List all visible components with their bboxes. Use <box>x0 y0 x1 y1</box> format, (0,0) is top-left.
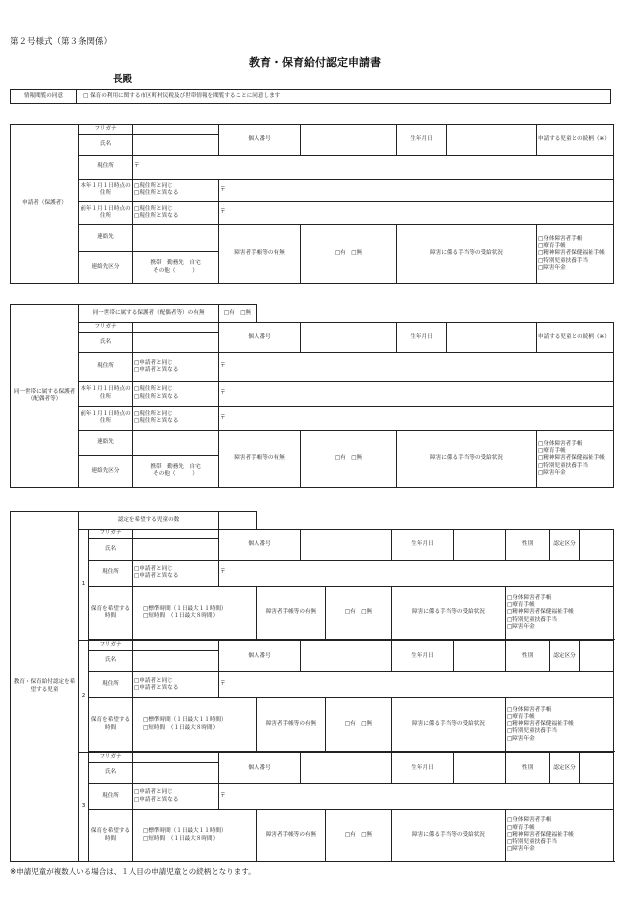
current-address-input[interactable]: 〒 <box>219 352 614 381</box>
cohabitant-exists-options[interactable]: □有 □無 <box>219 305 257 323</box>
birthdate-input[interactable] <box>454 753 506 784</box>
footnote: ※申請児童が複数人いる場合は、１人目の申請児童との続柄となります。 <box>10 867 256 876</box>
hope-time-options[interactable]: □標準時間（１日最大１１時間） □短時間 （１日最大８時間） <box>133 810 257 862</box>
cert-category-input[interactable] <box>580 753 614 784</box>
furigana-input[interactable] <box>133 641 219 650</box>
disability-status-label: 障害に係る手当等の受給状況 <box>392 586 506 640</box>
contact-input[interactable] <box>133 224 219 251</box>
page-title: 教育・保育給付認定申請書 <box>249 56 381 69</box>
hope-time-options[interactable]: □標準時間（１日最大１１時間） □短時間 （１日最大８時間） <box>133 586 257 640</box>
furigana-label: フリガナ <box>89 529 133 538</box>
current-address-input[interactable]: 〒 <box>219 672 614 698</box>
current-address-input[interactable]: 〒 <box>219 560 614 586</box>
furigana-label: フリガナ <box>79 322 133 332</box>
disability-book-label: 障害者手帳等の有無 <box>257 698 326 752</box>
name-input[interactable] <box>133 762 219 784</box>
current-address-label: 現住所 <box>79 155 133 179</box>
contact-label: 連絡先 <box>79 224 133 251</box>
name-label: 氏名 <box>79 135 133 155</box>
name-input[interactable] <box>133 650 219 672</box>
current-address-input[interactable]: 〒 <box>219 784 614 810</box>
children-table <box>10 511 614 862</box>
birthdate-input[interactable] <box>447 125 537 156</box>
my-number-label: 個人番号 <box>219 125 301 156</box>
disability-status-label: 障害に係る手当等の受給状況 <box>397 224 537 283</box>
cert-category-label: 認定区分 <box>550 529 580 560</box>
disability-book-label: 障害者手帳等の有無 <box>257 810 326 862</box>
handbook-options[interactable]: □身体障害者手帳 □療育手帳 □精神障害者保健福祉手帳 □特別児童扶養手当 □障害年金 <box>506 698 614 752</box>
birthdate-input[interactable] <box>447 322 537 352</box>
prev-jan1-address-label: 前年１月１日時点の住所 <box>79 202 133 225</box>
current-address-options[interactable]: □申請者と同じ □申請者と異なる <box>133 352 219 381</box>
contact-type-options[interactable]: 携帯 勤務先 自宅 その他（ ） <box>133 252 219 284</box>
prev-jan1-address-options[interactable]: □現住所と同じ □現住所と異なる <box>133 202 219 225</box>
handbook-options[interactable]: □身体障害者手帳 □療育手帳 □精神障害者保健福祉手帳 □特別児童扶養手当 □障害年金 <box>537 224 614 283</box>
child-number-1: 1 <box>79 529 89 641</box>
prev-jan1-address-options[interactable]: □現住所と同じ □現住所と異なる <box>133 406 219 431</box>
my-number-input[interactable] <box>301 529 392 560</box>
cohabitant-exists-label: 同一世帯に属する保護者（配偶者等）の有無 <box>79 305 219 323</box>
my-number-input[interactable] <box>301 125 397 156</box>
name-label: 氏名 <box>89 538 133 560</box>
contact-input[interactable] <box>133 431 219 456</box>
jan1-address-label: 本年１月１日時点の住所 <box>79 381 133 406</box>
current-address-label: 現住所 <box>79 352 133 381</box>
jan1-address-input[interactable]: 〒 <box>219 381 614 406</box>
furigana-label: フリガナ <box>89 641 133 650</box>
my-number-label: 個人番号 <box>219 753 301 784</box>
gender-label: 性別 <box>506 753 550 784</box>
cert-category-input[interactable] <box>580 641 614 672</box>
child-number-3: 3 <box>79 753 89 862</box>
birthdate-label: 生年月日 <box>397 125 447 156</box>
handbook-options[interactable]: □身体障害者手帳 □療育手帳 □精神障害者保健福祉手帳 □特別児童扶養手当 □障害年金 <box>506 810 614 862</box>
current-address-label: 現住所 <box>89 784 133 810</box>
consent-table <box>10 89 611 104</box>
disability-status-label: 障害に係る手当等の受給状況 <box>397 431 537 488</box>
jan1-address-options[interactable]: □現住所と同じ □現住所と異なる <box>133 179 219 202</box>
my-number-label: 個人番号 <box>219 641 301 672</box>
furigana-input[interactable] <box>133 753 219 762</box>
gender-label: 性別 <box>506 529 550 560</box>
contact-type-label: 連絡先区分 <box>79 455 133 487</box>
birthdate-label: 生年月日 <box>392 753 454 784</box>
relationship-label: 申請する児童との続柄（※） <box>537 322 614 352</box>
my-number-label: 個人番号 <box>219 322 301 352</box>
birthdate-label: 生年月日 <box>397 322 447 352</box>
furigana-label: フリガナ <box>79 125 133 135</box>
name-label: 氏名 <box>89 650 133 672</box>
consent-checkbox[interactable]: □ 保育の利用に関する市区町村民税及び世帯情報を閲覧することに同意します <box>77 90 611 104</box>
my-number-input[interactable] <box>301 753 392 784</box>
cert-category-label: 認定区分 <box>550 753 580 784</box>
current-address-input[interactable]: 〒 <box>133 155 614 179</box>
jan1-address-input[interactable]: 〒 <box>219 179 614 202</box>
blank-area <box>257 305 614 323</box>
disability-book-label: 障害者手帳等の有無 <box>257 586 326 640</box>
contact-type-options[interactable]: 携帯 勤務先 自宅 その他（ ） <box>133 455 219 487</box>
current-address-label: 現住所 <box>89 560 133 586</box>
birthdate-input[interactable] <box>454 529 506 560</box>
current-address-options[interactable]: □申請者と同じ □申請者と異なる <box>133 672 219 698</box>
cohabitant-section-label: 同一世帯に属する保護者（配偶者等） <box>11 305 79 488</box>
hope-time-options[interactable]: □標準時間（１日最大１１時間） □短時間 （１日最大８時間） <box>133 698 257 752</box>
child-count-input[interactable] <box>219 512 257 530</box>
cohabitant-table <box>10 304 614 488</box>
relationship-label: 申請する児童との続柄（※） <box>537 125 614 156</box>
addressee: 長殿 <box>113 74 133 85</box>
child-count-label: 認定を希望する児童の数 <box>79 512 219 530</box>
jan1-address-options[interactable]: □現住所と同じ □現住所と異なる <box>133 381 219 406</box>
applicant-table <box>10 124 614 284</box>
disability-book-options[interactable]: □有 □無 <box>301 431 397 488</box>
contact-type-label: 連絡先区分 <box>79 252 133 284</box>
disability-status-label: 障害に係る手当等の受給状況 <box>392 698 506 752</box>
disability-book-options[interactable]: □有 □無 <box>301 224 397 283</box>
my-number-input[interactable] <box>301 641 392 672</box>
furigana-input[interactable] <box>133 529 219 538</box>
hope-time-label: 保育を希望する時間 <box>89 810 133 862</box>
disability-status-label: 障害に係る手当等の受給状況 <box>392 810 506 862</box>
birthdate-input[interactable] <box>454 641 506 672</box>
my-number-label: 個人番号 <box>219 529 301 560</box>
handbook-options[interactable]: □身体障害者手帳 □療育手帳 □精神障害者保健福祉手帳 □特別児童扶養手当 □障害年金 <box>506 586 614 640</box>
form-number: 第２号様式（第３条関係） <box>10 37 113 47</box>
disability-book-options[interactable]: □有 □無 <box>326 698 392 752</box>
birthdate-label: 生年月日 <box>392 641 454 672</box>
disability-book-options[interactable]: □有 □無 <box>326 810 392 862</box>
name-label: 氏名 <box>79 332 133 352</box>
disability-book-label: 障害者手帳等の有無 <box>219 224 301 283</box>
birthdate-label: 生年月日 <box>392 529 454 560</box>
name-label: 氏名 <box>89 762 133 784</box>
furigana-input[interactable] <box>133 125 219 135</box>
contact-label: 連絡先 <box>79 431 133 456</box>
current-address-options[interactable]: □申請者と同じ □申請者と異なる <box>133 784 219 810</box>
furigana-input[interactable] <box>133 322 219 332</box>
child-number-2: 2 <box>79 641 89 753</box>
current-address-options[interactable]: □申請者と同じ □申請者と異なる <box>133 560 219 586</box>
name-input[interactable] <box>133 135 219 155</box>
prev-jan1-address-input[interactable]: 〒 <box>219 202 614 225</box>
handbook-options[interactable]: □身体障害者手帳 □療育手帳 □精神障害者保健福祉手帳 □特別児童扶養手当 □障害年金 <box>537 431 614 488</box>
current-address-label: 現住所 <box>89 672 133 698</box>
disability-book-options[interactable]: □有 □無 <box>326 586 392 640</box>
cert-category-label: 認定区分 <box>550 641 580 672</box>
prev-jan1-address-input[interactable]: 〒 <box>219 406 614 431</box>
prev-jan1-address-label: 前年１月１日時点の住所 <box>79 406 133 431</box>
applicant-section-label: 申請者（保護者） <box>11 125 79 284</box>
hope-time-label: 保育を希望する時間 <box>89 698 133 752</box>
hope-time-label: 保育を希望する時間 <box>89 586 133 640</box>
blank-area <box>257 512 614 530</box>
furigana-label: フリガナ <box>89 753 133 762</box>
jan1-address-label: 本年１月１日時点の住所 <box>79 179 133 202</box>
disability-book-label: 障害者手帳等の有無 <box>219 431 301 488</box>
cert-category-input[interactable] <box>580 529 614 560</box>
name-input[interactable] <box>133 538 219 560</box>
my-number-input[interactable] <box>301 322 397 352</box>
name-input[interactable] <box>133 332 219 352</box>
consent-label: 情報閲覧の同意 <box>11 90 77 104</box>
children-section-label: 教育・保育給付認定を希望する児童 <box>11 512 79 862</box>
gender-label: 性別 <box>506 641 550 672</box>
